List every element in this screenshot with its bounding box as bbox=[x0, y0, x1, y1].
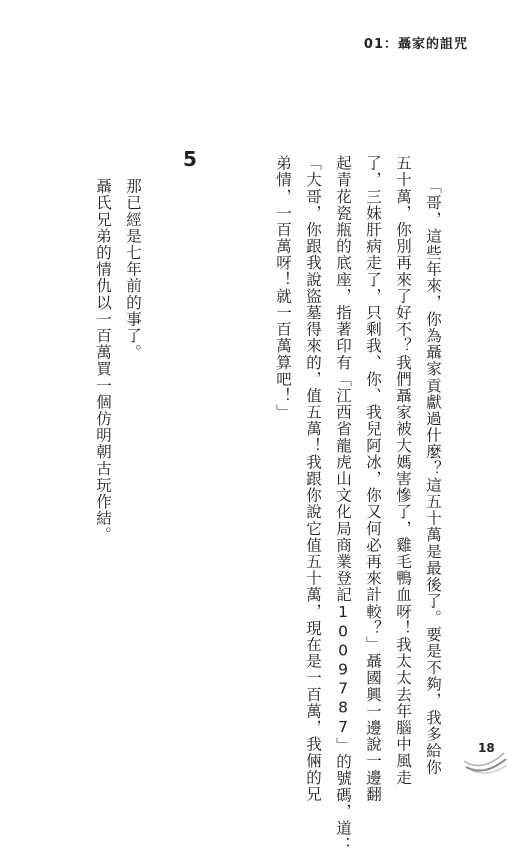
section-number: 5 bbox=[183, 147, 197, 171]
text-column-3: 了，三妹肝病走了，只剩我、你、我兒阿冰，你又何必再來計較？」聶國興一邊說一邊翻 bbox=[364, 155, 382, 803]
text-column-6: 弟情，一百萬呀！就一百萬算吧！」 bbox=[274, 155, 292, 421]
text-column-1: 「哥，這些年來，你為聶家貢獻過什麼？這五十萬是最後了。要是不夠，我多給你 bbox=[424, 178, 442, 776]
text-column-2: 五十萬，你別再來了好不？我們聶家被大媽害慘了，雞毛鴨血呀！我太太去年腦中風走 bbox=[394, 155, 412, 786]
text-column-7: 那已經是七年前的事了。 bbox=[124, 178, 142, 361]
page-number: 18 bbox=[478, 741, 495, 755]
running-header: 01：聶家的詛咒 bbox=[363, 37, 468, 52]
text-column-4: 起青花瓷瓶的底座，指著印有「江西省龍虎山文化局商業登記1009787」的號碼，道： bbox=[334, 155, 352, 853]
text-column-8: 聶氏兄弟的情仇以一百萬買一個仿明朝古玩作結。 bbox=[94, 178, 112, 544]
text-column-5: 「大哥，你跟我說盜墓得來的，值五萬！我跟你說它值五十萬，現在是一百萬，我倆的兄 bbox=[304, 155, 322, 803]
